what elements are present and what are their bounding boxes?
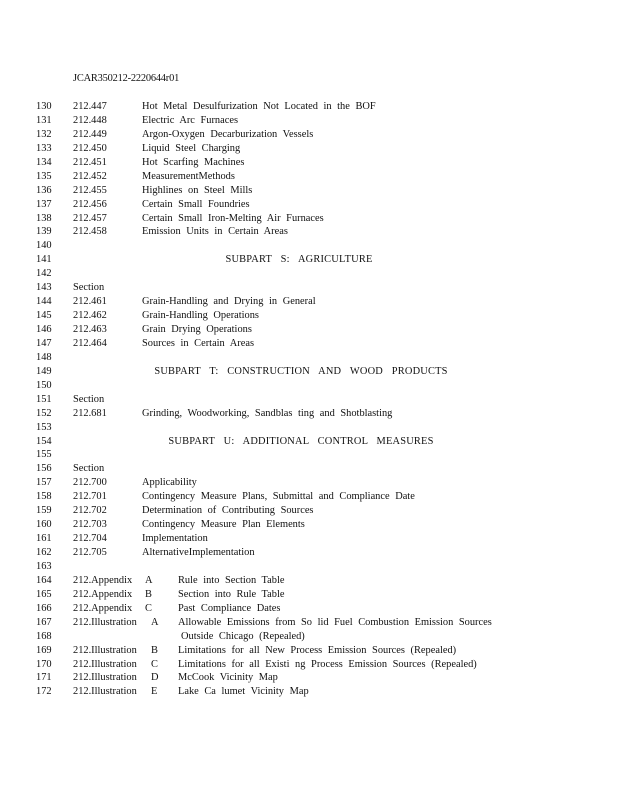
blank-line [0,351,618,365]
line-number: 164 [36,574,52,586]
line-number: 146 [36,324,52,335]
section-title: Highlines on Steel Mills [142,184,253,196]
line-number: 155 [36,449,52,461]
list-item [0,588,618,602]
section-number: 212.447 [73,101,107,112]
illustration-number: 212.Illustration [73,644,137,656]
line-number: 133 [36,142,52,154]
illustration-letter: B [151,644,158,656]
line-number: 141 [36,254,52,266]
section-title: AlternativeImplementation [142,547,255,558]
section-label: Section [73,393,105,405]
section-title: Hot Metal Desulfurization Not Located in the BOF [142,101,376,112]
line-number: 148 [36,351,52,363]
subpart-heading-line [0,365,618,379]
section-title: Contingency Measure Plans, Submittal and Compliance Date [142,491,415,503]
section-number: 212.681 [73,407,107,419]
line-number: 149 [36,365,52,377]
blank-line [0,267,618,281]
list-item [0,504,618,518]
list-item [0,685,618,699]
section-number: 212.451 [73,156,107,168]
line-number: 147 [36,337,52,349]
section-number: 212.455 [73,184,107,196]
illustration-letter: E [151,686,158,698]
section-number: 212.705 [73,547,107,558]
section-number: 212.456 [73,198,107,210]
line-number: 160 [36,519,52,531]
section-number: 212.703 [73,519,107,531]
list-item [0,198,618,212]
line-number: 137 [36,198,52,210]
section-label-line [0,462,618,476]
line-number: 167 [36,616,52,628]
section-title: Grinding, Woodworking, Sandblas ting and Shotblasting [142,407,393,419]
section-number: 212.464 [73,337,107,349]
line-number: 143 [36,282,52,294]
list-item [0,518,618,532]
illustration-title: McCook Vicinity Map [178,672,278,684]
section-label: Section [73,282,105,294]
section-title: Grain-Handling Operations [142,310,259,322]
blank-line [0,379,618,393]
appendix-letter: B [145,588,152,600]
subpart-heading: SUBPART U: ADDITIONAL CONTROL MEASURES [168,435,434,447]
list-item [0,142,618,156]
line-number: 156 [36,463,52,475]
line-number: 170 [36,658,52,670]
list-item [0,616,618,630]
section-title: Sources in Certain Areas [142,337,255,349]
section-title: Emission Units in Certain Areas [142,226,288,238]
line-number: 162 [36,547,52,558]
section-number: 212.701 [73,491,107,503]
table-of-contents [0,100,618,699]
list-item [0,337,618,351]
list-item [0,658,618,672]
appendix-title: Past Compliance Dates [178,602,281,614]
line-number: 144 [36,296,52,308]
line-number: 134 [36,156,52,168]
section-number: 212.700 [73,477,107,489]
appendix-letter: A [145,574,153,586]
list-item [0,309,618,323]
line-number: 136 [36,184,52,196]
illustration-number: 212.Illustration [73,658,137,670]
line-number: 159 [36,505,52,517]
line-number: 172 [36,686,52,698]
blank-line [0,239,618,253]
list-item [0,128,618,142]
section-label: Section [73,463,105,475]
illustration-title: Lake Ca lumet Vicinity Map [178,686,309,698]
section-label-line [0,281,618,295]
blank-line [0,560,618,574]
line-number: 139 [36,226,52,238]
line-number: 140 [36,240,52,252]
illustration-letter: D [151,672,159,684]
section-number: 212.458 [73,226,107,238]
list-item [0,184,618,198]
line-number: 171 [36,672,52,684]
line-number: 131 [36,114,52,126]
section-number: 212.449 [73,128,107,140]
section-title: Electric Arc Furnaces [142,114,239,126]
list-item [0,156,618,170]
list-item [0,574,618,588]
subpart-heading: SUBPART S: AGRICULTURE [225,254,373,266]
list-item [0,644,618,658]
section-number: 212.448 [73,114,107,126]
line-number: 152 [36,407,52,419]
blank-line [0,421,618,435]
illustration-letter: A [151,616,159,628]
section-title: Contingency Measure Plan Elements [142,519,305,531]
line-number: 153 [36,421,52,433]
line-number: 161 [36,533,52,545]
appendix-title: Rule into Section Table [178,574,285,586]
illustration-title-continuation: Outside Chicago (Repealed) [181,630,305,642]
list-item-continuation [0,630,618,644]
line-number: 157 [36,477,52,489]
list-item [0,407,618,421]
section-title: Certain Small Iron-Melting Air Furnaces [142,212,324,224]
line-number: 154 [36,435,52,447]
section-title: Argon-Oxygen Decarburization Vessels [142,128,314,140]
line-number: 145 [36,310,52,322]
subpart-heading-line [0,253,618,267]
appendix-letter: C [145,602,152,614]
section-title: Applicability [142,477,197,489]
section-number: 212.463 [73,324,107,335]
section-title: Grain Drying Operations [142,324,252,335]
line-number: 165 [36,588,52,600]
line-number: 142 [36,268,52,280]
line-number: 166 [36,602,52,614]
appendix-number: 212.Appendix [73,588,133,600]
section-title: Implementation [142,533,208,545]
list-item [0,295,618,309]
list-item [0,490,618,504]
line-number: 130 [36,101,52,112]
section-number: 212.704 [73,533,107,545]
line-number: 138 [36,212,52,224]
list-item [0,532,618,546]
appendix-number: 212.Appendix [73,602,133,614]
section-number: 212.462 [73,310,107,322]
list-item [0,225,618,239]
section-title: Liquid Steel Charging [142,142,241,154]
illustration-number: 212.Illustration [73,616,137,628]
subpart-heading-line [0,435,618,449]
illustration-title: Limitations for all New Process Emission Sources (Repealed) [178,644,457,656]
illustration-number: 212.Illustration [73,686,137,698]
section-label-line [0,393,618,407]
document-id-header: JCAR350212-2220644r01 [73,73,180,84]
section-title: Determination of Contributing Sources [142,505,314,517]
section-title: Certain Small Foundries [142,198,250,210]
section-title: Grain-Handling and Drying in General [142,296,316,308]
section-number: 212.461 [73,296,107,308]
line-number: 158 [36,491,52,503]
illustration-title: Allowable Emissions from So lid Fuel Combustion Emission Sources [178,616,492,628]
list-item [0,114,618,128]
list-item [0,602,618,616]
section-title: Hot Scarfing Machines [142,156,245,168]
section-number: 212.450 [73,142,107,154]
line-number: 135 [36,170,52,182]
list-item [0,212,618,226]
list-item [0,671,618,685]
line-number: 151 [36,393,52,405]
list-item [0,100,618,114]
blank-line [0,448,618,462]
list-item [0,546,618,560]
section-number: 212.452 [73,170,107,182]
subpart-heading: SUBPART T: CONSTRUCTION AND WOOD PRODUCTS [154,365,448,377]
list-item [0,476,618,490]
line-number: 169 [36,644,52,656]
illustration-letter: C [151,658,158,670]
section-number: 212.457 [73,212,107,224]
line-number: 168 [36,630,52,642]
illustration-number: 212.Illustration [73,672,137,684]
line-number: 150 [36,379,52,391]
appendix-title: Section into Rule Table [178,588,285,600]
section-title: MeasurementMethods [142,170,235,182]
illustration-title: Limitations for all Existi ng Process Emission Sources (Repealed) [178,658,477,670]
section-number: 212.702 [73,505,107,517]
appendix-number: 212.Appendix [73,574,133,586]
line-number: 163 [36,560,52,572]
line-number: 132 [36,128,52,140]
list-item [0,323,618,337]
list-item [0,170,618,184]
